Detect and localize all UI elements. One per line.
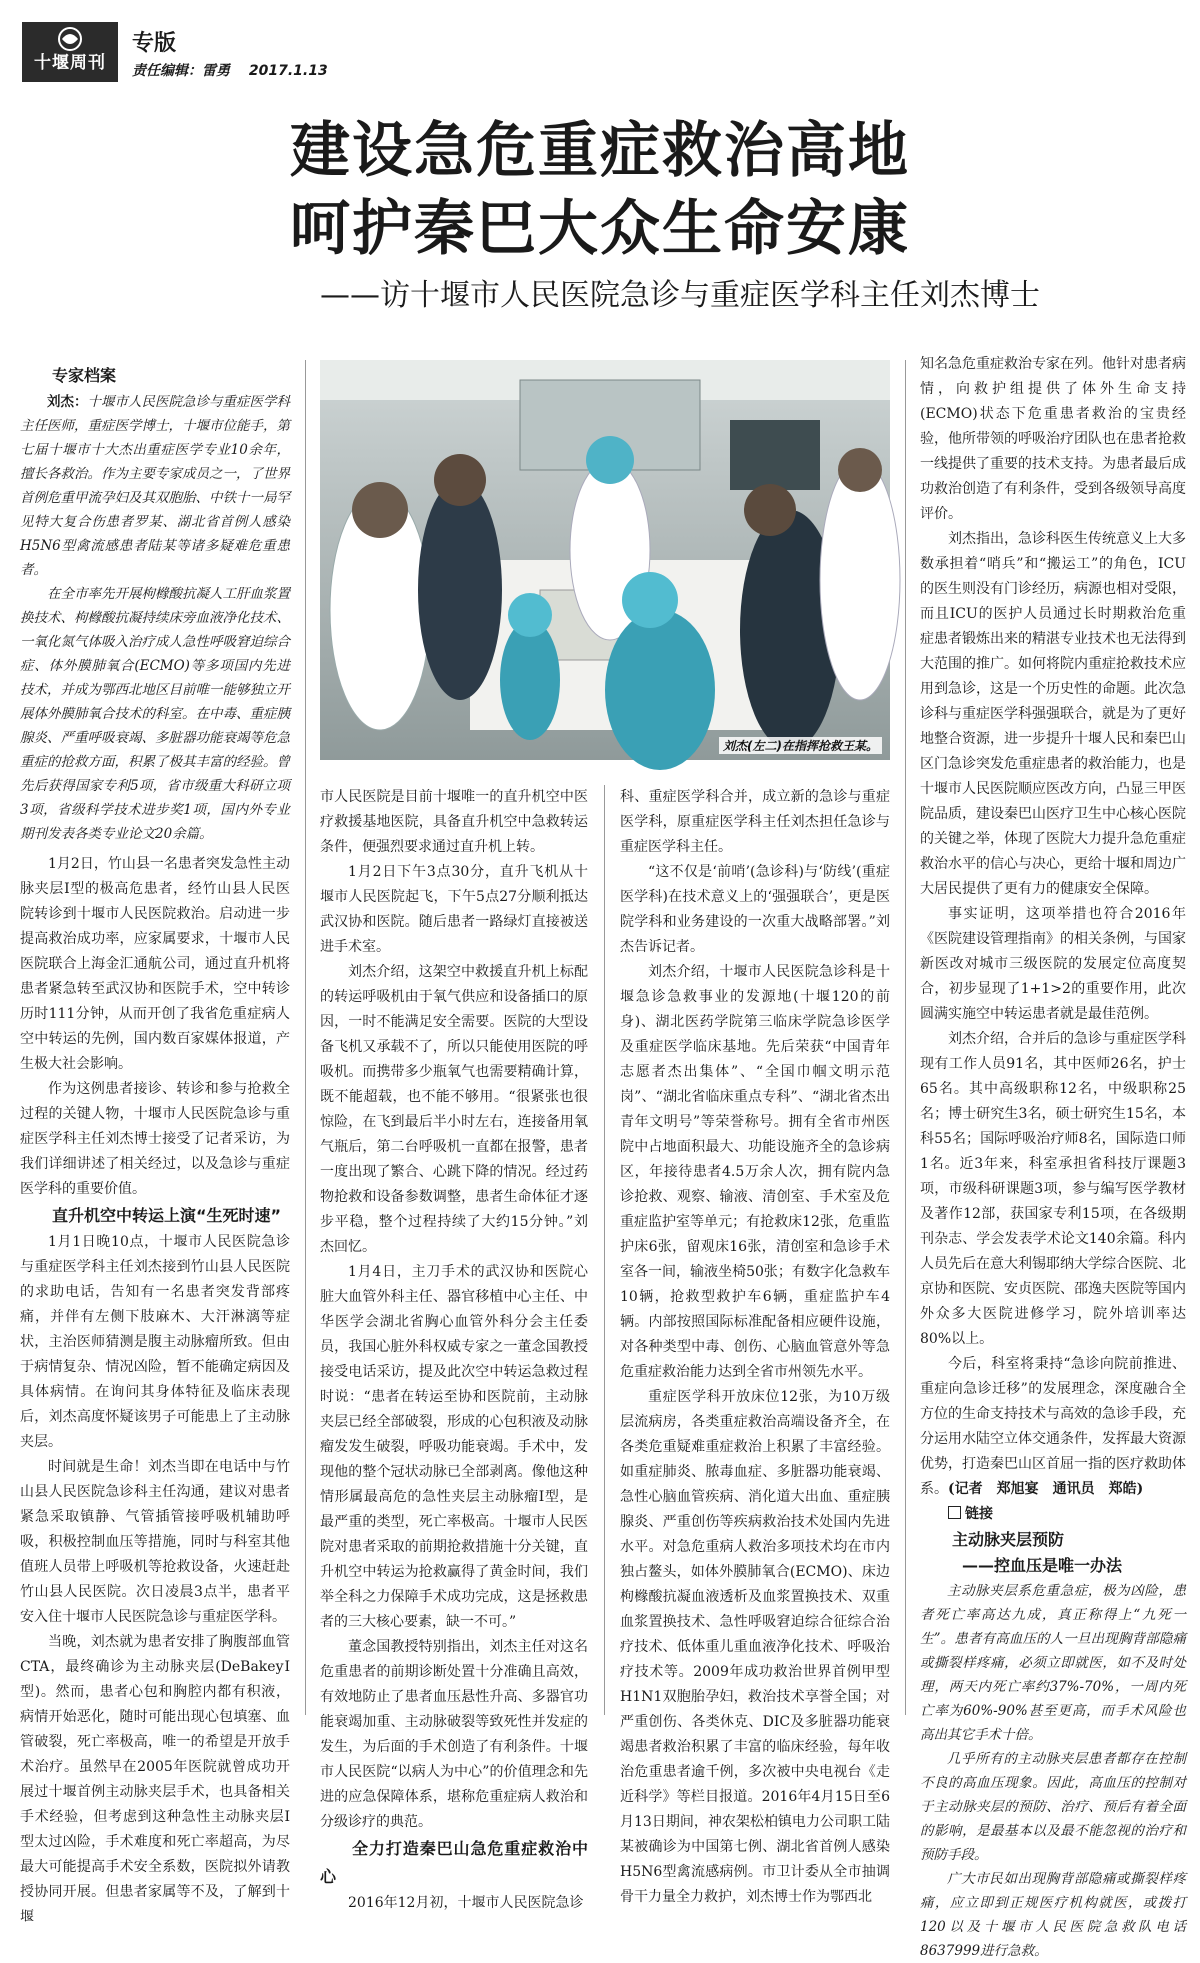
profile-paragraph	[20, 390, 290, 582]
headline-block	[0, 112, 1200, 318]
column-divider	[305, 360, 306, 1715]
section-heading-helicopter: 直升机空中转运上演“生死时速”	[52, 1206, 282, 1225]
profile-paragraph: 在全市率先开展枸橼酸抗凝人工肝血浆置换技术、枸橼酸抗凝持续床旁血液净化技术、一氧化氮气体吸入治疗成人急性呼吸窘迫综合症、体外膜肺氧合(ECMO)等多项国内先进技术，并成为鄂西北地区目前唯一能够独立开展体外膜肺氧合技术的科室。在中毒、重症胰腺炎、严重呼吸衰竭、多脏器功能衰竭等危急重症的抢救方面，积累了极其丰富的经验。曾先后获得国家专利5项，省市级重大科研立项3项，省级科学技术进步奖1项，国内外专业期刊发表各类专业论文20余篇。	[20, 586, 290, 842]
sidebar-title: 主动脉夹层预防	[952, 1530, 1065, 1549]
article-paragraph: 知名急危重症救治专家在列。他针对患者病情，向救护组提供了体外生命支持(ECMO)状态下危重患者救治的宝贵经验，他所带领的呼吸治疗团队也在患者抢救一线提供了重要的技术支持。为患者最后成功救治创造了有利条件，受到各级领导高度评价。	[920, 356, 1186, 522]
section-heading-center: 全力打造秦巴山急危重症救治中心	[320, 1839, 588, 1886]
link-label	[920, 1502, 1186, 1527]
sidebar-body	[920, 1579, 1186, 1963]
section-name: 专版	[132, 31, 177, 56]
column-divider	[604, 785, 605, 1715]
byline: (记者 郑旭宴 通讯员 郑皓)	[948, 1481, 1144, 1497]
article-paragraph: 科、重症医学科合并，成立新的急诊与重症医学科，原重症医学科主任刘杰担任急诊与重症医学科主任。	[620, 789, 890, 855]
issue-date: 2017.1.13	[248, 63, 328, 79]
article-paragraph: 市人民医院是目前十堰唯一的直升机空中医疗救援基地医院，具备直升机空中急救转运条件，便强烈要求通过直升机上转。	[320, 789, 588, 855]
editor-line	[132, 60, 328, 80]
article-paragraph: 事实证明，这项举措也符合2016年《医院建设管理指南》的相关条例，与国家新医改对城市三级医院的发展定位高度契合，初步显现了1+1>2的重要作用，此次圆满实施空中转运患者就是最佳范例。	[920, 906, 1186, 1022]
headline-line-2: 呵护秦巴大众生命安康	[290, 194, 910, 264]
editor-name: 责任编辑：雷勇	[132, 63, 230, 79]
article-paragraph: 1月2日，竹山县一名患者突发急性主动脉夹层Ⅰ型的极高危患者，经竹山县人民医院转诊到十堰市人民医院救治。启动进一步提高救治成功率，应家属要求，十堰市人民医院联合上海金汇通航公司，通过直升机将患者紧急转至武汉协和医院手术，空中转诊历时111分钟，从而开创了我省危重症病人空中转运的先例，国内数百家媒体报道，产生极大社会影响。	[20, 856, 290, 1072]
article-paragraph: 重症医学科开放床位12张，为10万级层流病房，各类重症救治高端设备齐全，在各类危重疑难重症救治上积累了丰富经验。如重症肺炎、脓毒血症、多脏器功能衰竭、急性心脑血管疾病、消化道大出血、重症胰腺炎、严重创伤等疾病救治技术处国内先进水平。对急危重病人救治多项技术均在市内独占鳌头，如体外膜肺氧合(ECMO)、床边枸橼酸抗凝血液透析及血浆置换技术、双重血浆置换技术、急性呼吸窘迫综合征综合治疗技术、低体重儿重血液净化技术、呼吸治疗技术等。2009年成功救治世界首例甲型H1N1双胞胎孕妇，救治技术享誉全国；对严重创伤、各类休克、DIC及多脏器功能衰竭患者救治积累了丰富的临床经验，每年收治危重患者逾千例，多次被中央电视台《走近科学》等栏目报道。2016年4月15日至6月13日期间，神农架松柏镇电力公司职工陆某被确诊为中国第七例、湖北省首例人感染H5N6型禽流感病例。市卫计委从全市抽调骨干力量全力救护，刘杰博士作为鄂西北	[620, 1389, 890, 1905]
article-paragraph: 刘杰介绍，十堰市人民医院急诊科是十堰急诊急救事业的发源地(十堰120的前身)、湖北医药学院第三临床学院急诊医学及重症医学临床基地。先后荣获“中国青年志愿者杰出集体”、“全国巾帼文明示范岗”、“湖北省临床重点专科”、“湖北省杰出青年文明号”等荣誉称号。拥有全省市州医院中占地面积最大、功能设施齐全的急诊病区，年接待患者4.5万余人次，拥有院内急诊抢救、观察、输液、清创室、手术室及危重症监护室等单元；有抢救床12张，危重监护床6张，留观床16张，清创室和急诊手术室各一间，输液坐椅50张；有数字化急救车10辆，抢救型救护车6辆，重症监护车4辆。内部按照国际标准配备相应硬件设施，对各种类型中毒、创伤、心脑血管意外等急危重症救治能力达到全省市州领先水平。	[620, 964, 890, 1380]
article-paragraph: 时间就是生命！刘杰当即在电话中与竹山县人民医院急诊科主任沟通，建议对患者紧急采取镇静、气管插管接呼吸机辅助呼吸，积极控制血压等措施，同时与科室其他值班人员带上呼吸机等抢救设备，火速赶赴竹山县人民医院。次日凌晨3点半，患者平安入住十堰市人民医院急诊与重症医学科。	[20, 1459, 290, 1625]
photo-caption: 刘杰(左二)在指挥抢救王某。	[719, 737, 882, 754]
article-paragraph: 刘杰介绍，合并后的急诊与重症医学科现有工作人员91名，其中医师26名，护士65名。其中高级职称12名，中级职称25名；博士研究生3名，硕士研究生15名，本科55名；国际呼吸治疗师8名，国际造口师1名。近3年来，科室承担省科技厅课题3项，市级科研课题3项，参与编写医学教材及著作12部，获国家专利15项，在各级期刊杂志、学会发表学术论文140余篇。科内人员先后在意大利锡耶纳大学综合医院、北京协和医院、安贞医院、邵逸夫医院等国内外众多大医院进修学习，院外培训率达80%以上。	[920, 1031, 1186, 1347]
rescue-scene-photo	[320, 360, 890, 760]
expert-profile	[20, 390, 290, 846]
masthead	[22, 22, 1182, 92]
article-paragraph: 刘杰指出，急诊科医生传统意义上大多数承担着“哨兵”和“搬运工”的角色，ICU的医生则没有门诊经历，病源也相对受限，而且ICU的医护人员通过长时期救治危重症患者锻炼出来的精湛专业技术也无法得到大范围的推广。如何将院内重症抢救技术应用到急诊，这是一个历史性的命题。此次急诊科与重症医学科强强联合，就是为了更好地整合资源，进一步提升十堰人民和秦巴山区门急诊突发危重症患者的救治能力，也是十堰市人民医院顺应医改方向，凸显三甲医院品质，建设秦巴山医疗卫生中心核心医院的关键之举，体现了医院大力提升急危重症救治水平的信心与决心，更给十堰和周边广大居民提供了更有力的健康安全保障。	[920, 531, 1186, 897]
logo	[22, 22, 118, 82]
article-paragraph: 1月1日晚10点，十堰市人民医院急诊与重症医学科主任刘杰接到竹山县人民医院的求助电话，告知有一名患者突发背部疼痛，并伴有左侧下肢麻木、大汗淋漓等症状，主治医师猜测是腹主动脉瘤所致。但由于病情复杂、情况凶险，暂不能确定病因及具体病情。在询问其身体特征及临床表现后，刘杰高度怀疑该男子可能患上了主动脉夹层。	[20, 1234, 290, 1450]
column-divider	[905, 360, 906, 1715]
article-paragraph: 1月2日下午3点30分，直升飞机从十堰市人民医院起飞，下午5点27分顺利抵达武汉协和医院。随后患者一路绿灯直接被送进手术室。	[320, 864, 588, 955]
sidebar-paragraph: 主动脉夹层系危重急症，极为凶险，患者死亡率高达九成，真正称得上“九死一生”。患者有高血压的人一旦出现胸背部隐痛或撕裂样疼痛，必须立即就医，如不及时处理，两天内死亡率约37%-70%，一周内死亡率为60%-90%甚至更高，而手术风险也高出其它手术十倍。	[920, 1583, 1186, 1743]
article-paragraph: 1月4日，主刀手术的武汉协和医院心脏大血管外科主任、器官移植中心主任、中华医学会湖北省胸心血管外科分会主任委员，我国心脏外科权威专家之一董念国教授接受电话采访，提及此次空中转运急救过程时说：“患者在转运至协和医院前，主动脉夹层已经全部破裂，形成的心包积液及动脉瘤发发生破裂，呼吸功能衰竭。手术中，发现他的整个冠状动脉已全部剥离。像他这种情形属最高危的急性夹层主动脉瘤Ⅰ型，是最严重的类型，死亡率极高。十堰市人民医院对患者采取的前期抢救措施十分关键，直升机空中转运为抢救赢得了黄金时间，我们举全科之力保障手术成功完成，这是拯救患者的三大核心要素，缺一不可。”	[320, 1264, 588, 1630]
profile-heading: 专家档案	[52, 366, 117, 385]
headline-line-1: 建设急危重症救治高地	[290, 116, 910, 186]
sidebar-paragraph: 几乎所有的主动脉夹层患者都存在控制不良的高血压现象。因此，高血压的控制对于主动脉夹层的预防、治疗、预后有着全面的影响，是最基本以及最不能忽视的治疗和预防手段。	[920, 1751, 1186, 1863]
article-paragraph	[920, 1352, 1186, 1502]
sidebar-subtitle: ——控血压是唯一办法	[962, 1556, 1123, 1575]
link-text: 链接	[965, 1506, 993, 1522]
logo-emblem-icon	[55, 26, 85, 52]
middle-column-1	[320, 785, 588, 1911]
left-column	[20, 362, 290, 1925]
right-column	[920, 352, 1186, 1959]
article-paragraph: “这不仅是‘前哨’(急诊科)与‘防线’(重症医学科)在技术意义上的‘强强联合’，更是医院学科和业务建设的一次重大战略部署。”刘杰告诉记者。	[620, 864, 890, 955]
article-paragraph: 作为这例患者接诊、转诊和参与抢救全过程的关键人物，十堰市人民医院急诊与重症医学科主任刘杰博士接受了记者采访，为我们详细讲述了相关经过，以及急诊与重症医学科的重要价值。	[20, 1081, 290, 1197]
logo-text: 十堰周刊	[34, 53, 106, 73]
article-paragraph: 2016年12月初，十堰市人民医院急诊	[348, 1895, 584, 1911]
article-paragraph: 刘杰介绍，这架空中救援直升机上标配的转运呼吸机由于氧气供应和设备插口的原因，一时不能满足安全需要。医院的大型设备飞机又承载不了，所以只能使用医院的呼吸机。而携带多少瓶氧气也需要精确计算，既不能超载，也不能不够用。“很紧张也很惊险，在飞到最后半小时左右，连接备用氧气瓶后，第二台呼吸机一直都在报警，患者一度出现了繁合、心跳下降的情况。经过药物抢救和设备参数调整，患者生命体征才逐步平稳，整个过程持续了大约15分钟。”刘杰回忆。	[320, 964, 588, 1255]
middle-column-2	[620, 785, 890, 1905]
closing-text: 今后，科室将秉持“急诊向院前推进、重症向急诊迁移”的发展理念，深度融合全方位的生命支持技术与高效的急诊手段，充分运用水陆空立体交通条件，发挥最大资源优势，打造秦巴山区首屈一指的医疗救助体系。	[920, 1356, 1186, 1497]
profile-text: 十堰市人民医院急诊与重症医学科主任医师，重症医学博士，十堰市位能手，第七届十堰市十大杰出重症医学专业10余年，擅长各救治。作为主要专家成员之一，了世界首例危重甲流孕妇及其双胞胎、中铁十一局罕见特大复合伤患者罗某、湖北省首例人感染H5N6型禽流感患者陆某等诸多疑难危重患者。	[20, 394, 290, 578]
profile-name: 刘杰：	[47, 394, 88, 410]
news-photo	[320, 360, 890, 760]
article-paragraph: 董念国教授特别指出，刘杰主任对这名危重患者的前期诊断处置十分准确且高效，有效地防止了患者血压悬性升高、多器官功能衰竭加重、主动脉破裂等致死性并发症的发生，为后面的手术创造了有利条件。十堰市人民医院“以病人为中心”的价值理念和先进的应急保障体系，堪称危重症病人救治和分级诊疗的典范。	[320, 1639, 588, 1830]
headline-subtitle: ——访十堰市人民医院急诊与重症医学科主任刘杰博士	[320, 278, 1040, 313]
link-box-icon	[948, 1506, 961, 1519]
sidebar-paragraph: 广大市民如出现胸背部隐痛或撕裂样疼痛，应立即到正规医疗机构就医，或拨打120以及十堰市人民医院急救队电话8637999进行急救。	[920, 1871, 1186, 1959]
article-paragraph: 当晚，刘杰就为患者安排了胸腹部血管CTA，最终确诊为主动脉夹层(DeBakeyⅠ型)。然而，患者心包和胸腔内都有积液，病情开始恶化，随时可能出现心包填塞、血管破裂，死亡率极高，唯一的希望是开放手术治疗。虽然早在2005年医院就曾成功开展过十堰首例主动脉夹层手术，也具备相关手术经验，但考虑到这种急性主动脉夹层Ⅰ型太过凶险，手术难度和死亡率超高，为尽最大可能提高手术安全系数，医院拟外请教授协同开展。但患者家属等不及，了解到十堰	[20, 1634, 290, 1925]
